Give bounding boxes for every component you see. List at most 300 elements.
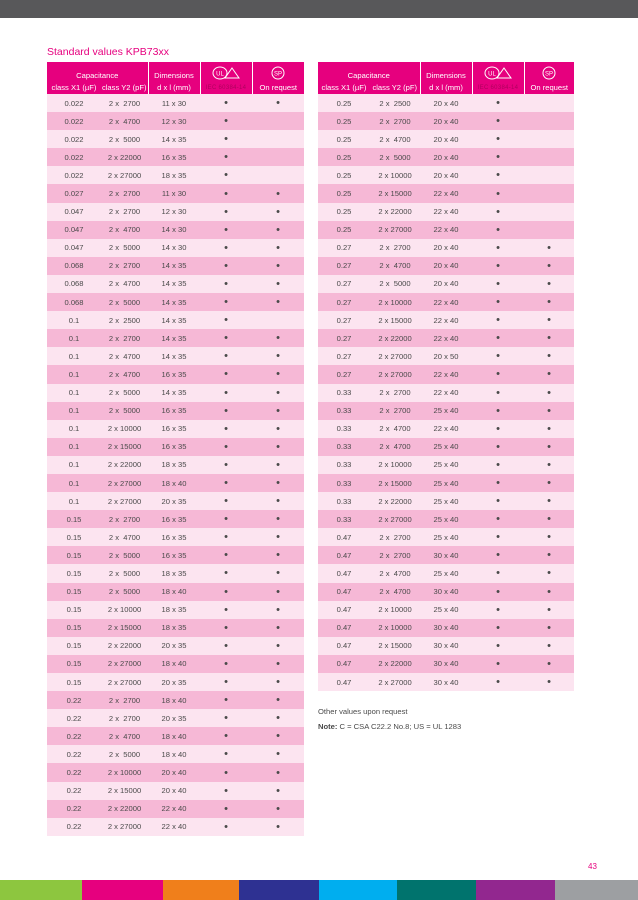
table-row <box>318 564 574 582</box>
bullet-mark: • <box>224 350 228 363</box>
bullet-mark: • <box>496 332 500 345</box>
class-x1-cell: 0.47 <box>318 673 370 691</box>
iec-approval-cell <box>472 402 524 420</box>
class-y2-cell: 2 x 4700 <box>370 438 420 456</box>
on-request-cell <box>524 601 574 619</box>
iec-approval-cell <box>472 420 524 438</box>
iec-approval-cell <box>472 166 524 184</box>
class-y2-cell: 2 x 5000 <box>370 148 420 166</box>
bullet-mark: • <box>276 277 280 290</box>
class-x1-cell: 0.47 <box>318 655 370 673</box>
table-row <box>318 420 574 438</box>
bullet-mark: • <box>496 169 500 182</box>
class-y2-cell: 2 x 27000 <box>101 492 148 510</box>
bullet-mark: • <box>547 296 551 309</box>
on-request-cell <box>252 148 304 166</box>
on-request-cell <box>252 619 304 637</box>
dimension-cell: 25 x 40 <box>420 601 472 619</box>
class-y2-cell: 2 x 27000 <box>101 818 148 836</box>
class-y2-cell: 2 x 5000 <box>101 384 148 402</box>
class-x1-cell: 0.33 <box>318 474 370 492</box>
table-row <box>318 510 574 528</box>
on-request-cell <box>524 347 574 365</box>
on-request-cell <box>524 203 574 221</box>
iec-approval-cell <box>200 655 252 673</box>
csa-logo-icon <box>271 66 285 80</box>
iec-approval-cell <box>200 619 252 637</box>
color-strip-segment <box>163 880 239 900</box>
class-y2-cell: 2 x 4700 <box>101 112 148 130</box>
class-y2-cell: 2 x 15000 <box>370 184 420 202</box>
class-x1-cell: 0.33 <box>318 402 370 420</box>
note-line <box>318 719 461 734</box>
bullet-mark: • <box>224 133 228 146</box>
table-row <box>318 583 574 601</box>
svg-text:SP: SP <box>545 71 554 78</box>
class-x1-cell: 0.15 <box>47 619 101 637</box>
class-x1-cell: 0.15 <box>47 673 101 691</box>
bullet-mark: • <box>224 820 228 833</box>
table-row <box>318 673 574 691</box>
table-row <box>47 384 304 402</box>
class-y2-cell: 2 x 4700 <box>101 275 148 293</box>
class-x1-cell: 0.047 <box>47 203 101 221</box>
table-row <box>47 347 304 365</box>
class-x1-cell: 0.25 <box>318 130 370 148</box>
class-y2-cell: 2 x 22000 <box>370 492 420 510</box>
bullet-mark: • <box>224 404 228 417</box>
class-x1-cell: 0.068 <box>47 257 101 275</box>
table-row <box>47 727 304 745</box>
dimension-cell: 30 x 40 <box>420 637 472 655</box>
table-row <box>47 691 304 709</box>
iec-approval-cell <box>200 347 252 365</box>
on-request-cell <box>524 673 574 691</box>
iec-approval-cell <box>472 184 524 202</box>
class-x1-cell: 0.22 <box>47 709 101 727</box>
table-row <box>318 221 574 239</box>
bullet-mark: • <box>547 404 551 417</box>
class-y2-cell: 2 x 2700 <box>101 203 148 221</box>
on-request-cell <box>524 130 574 148</box>
class-x1-cell: 0.15 <box>47 546 101 564</box>
on-request-cell <box>524 293 574 311</box>
iec-approval-cell <box>472 510 524 528</box>
bullet-mark: • <box>276 477 280 490</box>
table-row <box>318 474 574 492</box>
iec-approval-cell <box>200 293 252 311</box>
class-y2-cell: 2 x 15000 <box>370 637 420 655</box>
on-request-cell <box>252 384 304 402</box>
on-request-cell <box>252 691 304 709</box>
iec-approval-cell <box>200 384 252 402</box>
on-request-cell <box>252 184 304 202</box>
bullet-mark: • <box>496 458 500 471</box>
class-x1-cell: 0.1 <box>47 365 101 383</box>
class-y2-cell: 2 x 22000 <box>370 329 420 347</box>
bullet-mark: • <box>496 223 500 236</box>
bullet-mark: • <box>547 259 551 272</box>
table-row <box>318 329 574 347</box>
bullet-mark: • <box>276 205 280 218</box>
bullet-mark: • <box>276 350 280 363</box>
bullet-mark: • <box>496 404 500 417</box>
bullet-mark: • <box>547 603 551 616</box>
bullet-mark: • <box>276 639 280 652</box>
bullet-mark: • <box>276 676 280 689</box>
bullet-mark: • <box>224 766 228 779</box>
bullet-mark: • <box>547 440 551 453</box>
class-y2-cell: 2 x 10000 <box>101 763 148 781</box>
bullet-mark: • <box>496 513 500 526</box>
bullet-mark: • <box>276 567 280 580</box>
class-y2-cell: 2 x 4700 <box>101 727 148 745</box>
dimension-cell: 22 x 40 <box>420 221 472 239</box>
on-request-header: On request <box>524 81 574 94</box>
class-x1-cell: 0.15 <box>47 510 101 528</box>
dimension-cell: 20 x 40 <box>148 763 200 781</box>
iec-approval-cell <box>472 130 524 148</box>
dimension-cell: 18 x 40 <box>148 474 200 492</box>
bullet-mark: • <box>224 458 228 471</box>
on-request-cell <box>524 166 574 184</box>
bullet-mark: • <box>276 513 280 526</box>
class-y2-cell: 2 x 2700 <box>101 510 148 528</box>
class-x1-cell: 0.22 <box>47 800 101 818</box>
table-row <box>318 112 574 130</box>
dimension-cell: 16 x 35 <box>148 528 200 546</box>
bullet-mark: • <box>276 784 280 797</box>
table-row <box>47 637 304 655</box>
top-bar <box>0 0 638 18</box>
class-x1-cell: 0.22 <box>47 745 101 763</box>
on-request-cell <box>252 94 304 112</box>
bullet-mark: • <box>547 350 551 363</box>
bullet-mark: • <box>276 621 280 634</box>
class-x1-cell: 0.1 <box>47 384 101 402</box>
iec-approval-cell <box>200 637 252 655</box>
class-y2-cell: 2 x 5000 <box>370 275 420 293</box>
class-y2-cell: 2 x 2700 <box>370 528 420 546</box>
bullet-mark: • <box>276 766 280 779</box>
class-x1-cell: 0.022 <box>47 166 101 184</box>
dimension-cell: 16 x 35 <box>148 402 200 420</box>
class-y2-cell: 2 x 22000 <box>101 800 148 818</box>
on-request-cell <box>252 528 304 546</box>
class-x1-cell: 0.27 <box>318 311 370 329</box>
dimension-cell: 16 x 35 <box>148 438 200 456</box>
dimension-cell: 14 x 35 <box>148 329 200 347</box>
bullet-mark: • <box>276 386 280 399</box>
bullet-mark: • <box>276 296 280 309</box>
bullet-mark: • <box>496 567 500 580</box>
class-x1-cell: 0.22 <box>47 727 101 745</box>
class-x1-cell: 0.27 <box>318 365 370 383</box>
iec-approval-cell <box>472 546 524 564</box>
iec-approval-cell <box>200 818 252 836</box>
bullet-mark: • <box>224 223 228 236</box>
class-x1-cell: 0.47 <box>318 564 370 582</box>
dimension-cell: 25 x 40 <box>420 492 472 510</box>
bullet-mark: • <box>276 694 280 707</box>
bullet-mark: • <box>224 259 228 272</box>
table-row <box>318 655 574 673</box>
iec-approval-cell <box>472 94 524 112</box>
bullet-mark: • <box>276 404 280 417</box>
on-request-cell <box>252 420 304 438</box>
bullet-mark: • <box>496 151 500 164</box>
class-x1-cell: 0.15 <box>47 564 101 582</box>
dimension-cell: 22 x 40 <box>148 818 200 836</box>
table-row <box>318 601 574 619</box>
table-row <box>47 782 304 800</box>
class-x1-cell: 0.15 <box>47 583 101 601</box>
table-row <box>47 184 304 202</box>
class-x1-cell: 0.047 <box>47 239 101 257</box>
dimension-cell: 22 x 40 <box>420 293 472 311</box>
iec-approval-cell <box>200 510 252 528</box>
class-x1-cell: 0.027 <box>47 184 101 202</box>
bullet-mark: • <box>224 97 228 110</box>
bullet-mark: • <box>224 603 228 616</box>
bullet-mark: • <box>496 350 500 363</box>
dimension-cell: 16 x 35 <box>148 546 200 564</box>
bullet-mark: • <box>224 495 228 508</box>
on-request-cell <box>252 800 304 818</box>
class-y2-cell: 2 x 2700 <box>101 691 148 709</box>
bullet-mark: • <box>496 549 500 562</box>
bullet-mark: • <box>547 549 551 562</box>
ul-logo-header <box>472 62 524 81</box>
iec-approval-cell <box>200 709 252 727</box>
note-text: C = CSA C22.2 No.8; US = UL 1283 <box>337 722 462 731</box>
dxl-header: d x l (mm) <box>148 81 200 94</box>
class-y2-cell: 2 x 2700 <box>370 239 420 257</box>
bullet-mark: • <box>224 676 228 689</box>
class-x1-header: class X1 (µF) <box>318 81 370 94</box>
on-request-cell <box>252 782 304 800</box>
bullet-mark: • <box>224 187 228 200</box>
iec-approval-cell <box>200 564 252 582</box>
iec-approval-cell <box>200 130 252 148</box>
table-row <box>47 311 304 329</box>
iec-approval-cell <box>472 492 524 510</box>
iec-approval-cell <box>200 691 252 709</box>
class-y2-cell: 2 x 4700 <box>370 564 420 582</box>
dimension-cell: 30 x 40 <box>420 546 472 564</box>
class-y2-cell: 2 x 4700 <box>370 130 420 148</box>
bullet-mark: • <box>276 187 280 200</box>
iec-approval-cell <box>200 583 252 601</box>
dimension-cell: 12 x 30 <box>148 112 200 130</box>
on-request-cell <box>524 184 574 202</box>
iec-approval-cell <box>472 619 524 637</box>
table-row <box>47 818 304 836</box>
class-y2-cell: 2 x 5000 <box>101 745 148 763</box>
on-request-cell <box>252 221 304 239</box>
bullet-mark: • <box>276 422 280 435</box>
class-y2-cell: 2 x 15000 <box>370 311 420 329</box>
iec-approval-cell <box>472 655 524 673</box>
class-x1-cell: 0.15 <box>47 637 101 655</box>
class-y2-cell: 2 x 22000 <box>101 148 148 166</box>
bullet-mark: • <box>547 639 551 652</box>
bullet-mark: • <box>224 802 228 815</box>
table-row <box>318 184 574 202</box>
class-x1-cell: 0.22 <box>47 691 101 709</box>
bullet-mark: • <box>276 223 280 236</box>
class-y2-cell: 2 x 22000 <box>370 655 420 673</box>
dimension-cell: 16 x 35 <box>148 148 200 166</box>
notes-block <box>318 704 461 734</box>
class-x1-cell: 0.1 <box>47 329 101 347</box>
dimension-cell: 20 x 40 <box>420 130 472 148</box>
iec-approval-cell <box>200 329 252 347</box>
on-request-cell <box>252 601 304 619</box>
class-y2-cell: 2 x 2700 <box>101 709 148 727</box>
on-request-cell <box>524 528 574 546</box>
class-x1-cell: 0.068 <box>47 275 101 293</box>
dimension-cell: 22 x 40 <box>420 384 472 402</box>
class-y2-cell: 2 x 15000 <box>101 438 148 456</box>
class-x1-cell: 0.1 <box>47 438 101 456</box>
class-y2-header: class Y2 (pF) <box>101 83 147 92</box>
on-request-cell <box>524 655 574 673</box>
table-row <box>318 492 574 510</box>
class-x1-cell: 0.25 <box>318 166 370 184</box>
class-x1-cell: 0.1 <box>47 402 101 420</box>
class-y2-cell: 2 x 10000 <box>370 619 420 637</box>
class-x1-cell: 0.022 <box>47 112 101 130</box>
iec-approval-cell <box>200 782 252 800</box>
bullet-mark: • <box>496 259 500 272</box>
class-y2-cell: 2 x 2500 <box>370 94 420 112</box>
bullet-mark: • <box>547 422 551 435</box>
table-row <box>47 402 304 420</box>
class-x1-cell: 0.33 <box>318 420 370 438</box>
color-strip-segment <box>476 880 555 900</box>
bullet-mark: • <box>224 549 228 562</box>
class-x1-cell: 0.27 <box>318 239 370 257</box>
class-x1-cell: 0.1 <box>47 474 101 492</box>
on-request-cell <box>524 420 574 438</box>
bullet-mark: • <box>496 368 500 381</box>
bullet-mark: • <box>547 277 551 290</box>
dimension-cell: 22 x 40 <box>420 365 472 383</box>
bullet-mark: • <box>276 585 280 598</box>
table-row <box>318 365 574 383</box>
class-y2-cell: 2 x 27000 <box>370 510 420 528</box>
bullet-mark: • <box>224 169 228 182</box>
table-row <box>47 203 304 221</box>
class-y2-cell: 2 x 2700 <box>101 184 148 202</box>
class-y2-cell: 2 x 5000 <box>101 546 148 564</box>
iec-approval-cell <box>472 148 524 166</box>
bullet-mark: • <box>276 748 280 761</box>
color-strip-segment <box>0 880 82 900</box>
class-x1-cell: 0.27 <box>318 293 370 311</box>
bullet-mark: • <box>224 748 228 761</box>
class-x1-cell: 0.1 <box>47 347 101 365</box>
class-x1-cell: 0.1 <box>47 492 101 510</box>
bullet-mark: • <box>224 531 228 544</box>
iec-approval-cell <box>200 257 252 275</box>
on-request-cell <box>252 257 304 275</box>
iec-approval-cell <box>200 311 252 329</box>
dimension-cell: 20 x 40 <box>420 112 472 130</box>
bullet-mark: • <box>276 458 280 471</box>
bullet-mark: • <box>276 531 280 544</box>
table-row <box>47 564 304 582</box>
class-x1-cell: 0.33 <box>318 384 370 402</box>
bullet-mark: • <box>547 585 551 598</box>
iec-header: IEC 60384-14 <box>200 81 252 94</box>
class-y2-cell: 2 x 4700 <box>101 221 148 239</box>
on-request-cell <box>524 94 574 112</box>
class-y2-cell: 2 x 2700 <box>370 384 420 402</box>
dimension-cell: 30 x 40 <box>420 583 472 601</box>
on-request-cell <box>524 112 574 130</box>
bullet-mark: • <box>496 657 500 670</box>
on-request-cell <box>524 510 574 528</box>
dimension-cell: 14 x 35 <box>148 130 200 148</box>
bullet-mark: • <box>276 820 280 833</box>
class-x1-cell: 0.47 <box>318 601 370 619</box>
iec-approval-cell <box>200 112 252 130</box>
bullet-mark: • <box>496 603 500 616</box>
iec-approval-cell <box>472 221 524 239</box>
table-row <box>47 763 304 781</box>
table-row <box>47 329 304 347</box>
dimension-cell: 20 x 40 <box>420 166 472 184</box>
dimension-cell: 18 x 35 <box>148 564 200 582</box>
dimension-cell: 20 x 35 <box>148 673 200 691</box>
iec-approval-cell <box>472 601 524 619</box>
iec-approval-cell <box>200 166 252 184</box>
dimensions-header: Dimensions <box>420 62 472 81</box>
bullet-mark: • <box>496 477 500 490</box>
bullet-mark: • <box>496 241 500 254</box>
iec-approval-cell <box>200 673 252 691</box>
iec-approval-cell <box>200 221 252 239</box>
bullet-mark: • <box>496 585 500 598</box>
table-row <box>47 583 304 601</box>
on-request-cell <box>252 130 304 148</box>
on-request-cell <box>252 818 304 836</box>
dimension-cell: 20 x 40 <box>420 239 472 257</box>
iec-approval-cell <box>200 492 252 510</box>
on-request-cell <box>252 275 304 293</box>
on-request-cell <box>524 257 574 275</box>
iec-approval-cell <box>200 528 252 546</box>
table-row <box>47 655 304 673</box>
class-y2-cell: 2 x 27000 <box>370 221 420 239</box>
iec-approval-cell <box>472 673 524 691</box>
svg-text:UL: UL <box>216 71 224 78</box>
page-title: Standard values KPB73xx <box>47 46 169 58</box>
on-request-cell <box>252 709 304 727</box>
dimension-cell: 20 x 40 <box>420 94 472 112</box>
bullet-mark: • <box>547 241 551 254</box>
on-request-cell <box>252 745 304 763</box>
iec-approval-cell <box>200 420 252 438</box>
dimension-cell: 14 x 35 <box>148 311 200 329</box>
dimension-cell: 30 x 40 <box>420 673 472 691</box>
iec-approval-cell <box>200 184 252 202</box>
class-x1-cell: 0.15 <box>47 528 101 546</box>
class-y2-cell: 2 x 4700 <box>370 257 420 275</box>
on-request-cell <box>252 239 304 257</box>
